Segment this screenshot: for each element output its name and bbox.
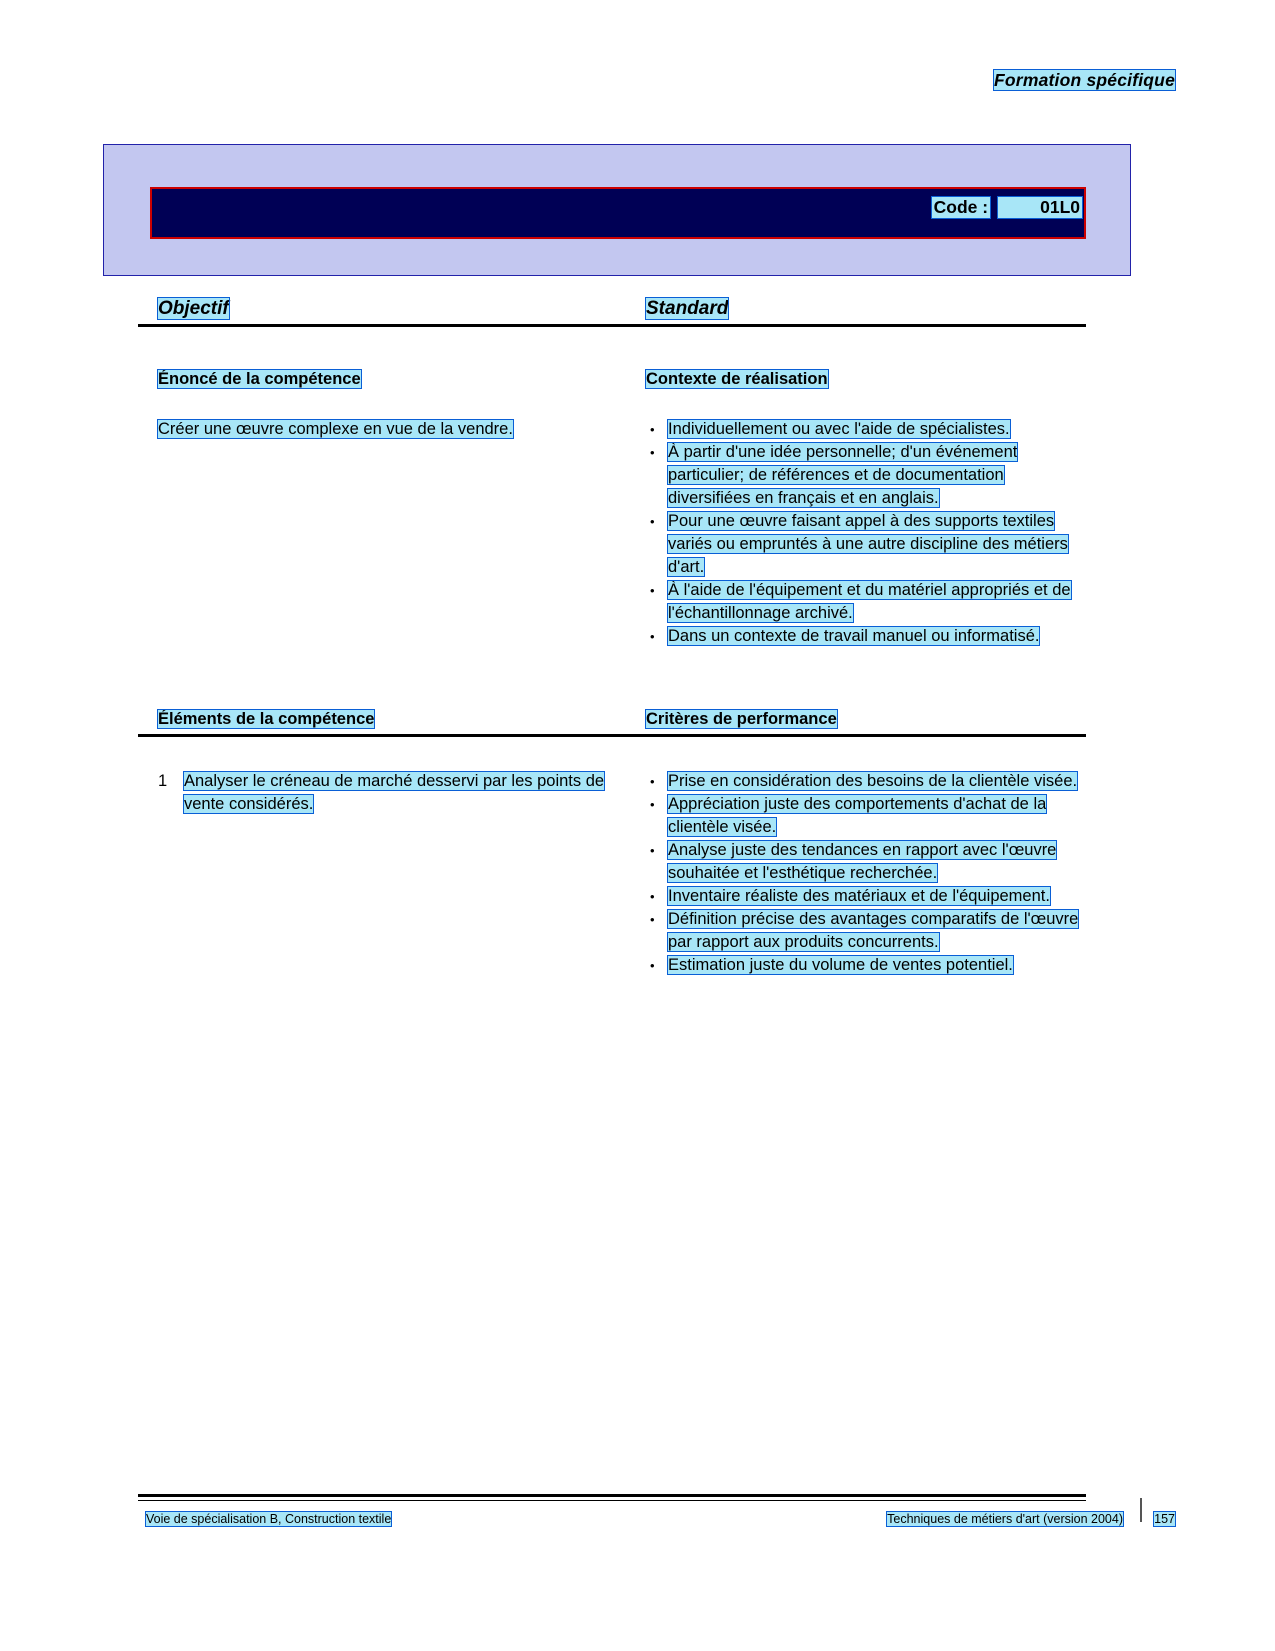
band-standard-text: Standard [646,298,729,319]
footer-left-text: Voie de spécialisation B, Construction textile [146,1512,392,1526]
competence-statement [158,418,613,441]
list-item: • Définition précise des avantages comparatifs de l'œuvre par rapport aux produits concurrents. [646,908,1086,954]
footer-right-text: Techniques de métiers d'art (version 2004) [887,1512,1123,1526]
contexte-bullets [646,418,1086,648]
footer-separator [1140,1498,1142,1522]
footer-rule-bottom [138,1500,1086,1501]
contexte-list [646,418,1086,648]
footer-left [146,1512,391,1526]
code-row [932,197,1082,218]
criteres-bullets [646,770,1086,977]
list-item: • Pour une œuvre faisant appel à des supports textiles variés ou empruntés à une autre discipline des métiers d'art. [646,510,1086,579]
list-item: • Analyse juste des tendances en rapport avec l'œuvre souhaitée et l'esthétique recherchée. [646,839,1086,885]
code-value: 01L0 [998,197,1082,218]
elements-ordered-list [158,770,613,816]
code-label: Code : [933,197,989,217]
list-item: • Appréciation juste des comportements d'achat de la clientèle visée. [646,793,1086,839]
code-banner [103,144,1131,276]
footer-right [887,1512,1123,1526]
subhead-elements-text: Éléments de la compétence [158,710,375,728]
list-item: • À partir d'une idée personnelle; d'un événement particulier; de références et de documentation diversifiées en français et en anglais. [646,441,1086,510]
band-objectif-standard [138,300,1086,327]
list-item: • Inventaire réaliste des matériaux et de l'équipement. [646,885,1086,908]
list-item: • À l'aide de l'équipement et du matériel appropriés et de l'échantillonnage archivé. [646,579,1086,625]
code-banner-inner [150,187,1086,239]
competence-statement-text: Créer une œuvre complexe en vue de la vendre. [158,420,513,438]
criteres-list [646,770,1086,977]
header-text: Formation spécifique [994,70,1175,90]
subhead-enonce-text: Énoncé de la compétence [158,370,361,388]
band-objectif-text: Objectif [158,298,229,319]
list-item: • Dans un contexte de travail manuel ou informatisé. [646,625,1086,648]
list-item: Analyser le créneau de marché desservi par les points de vente considérés. [184,772,605,813]
band-label-objectif [158,298,229,320]
footer-rule-top [138,1494,1086,1497]
footer-page-number-text: 157 [1154,1512,1175,1526]
elements-list [158,770,613,816]
band-label-standard [646,298,728,320]
subhead-enonce [158,370,361,389]
subhead-contexte [646,370,828,389]
subhead-elements [158,708,374,730]
page-header-section-title [994,70,1175,91]
list-item: • Individuellement ou avec l'aide de spécialistes. [646,418,1086,441]
footer-page-number [1154,1512,1175,1526]
subhead-contexte-text: Contexte de réalisation [646,370,828,388]
subhead-criteres-text: Critères de performance [646,710,837,728]
subhead-criteres [646,708,837,730]
list-item: • Estimation juste du volume de ventes potentiel. [646,954,1086,977]
band-elements-criteres [138,710,1086,737]
list-item: • Prise en considération des besoins de la clientèle visée. [646,770,1086,793]
